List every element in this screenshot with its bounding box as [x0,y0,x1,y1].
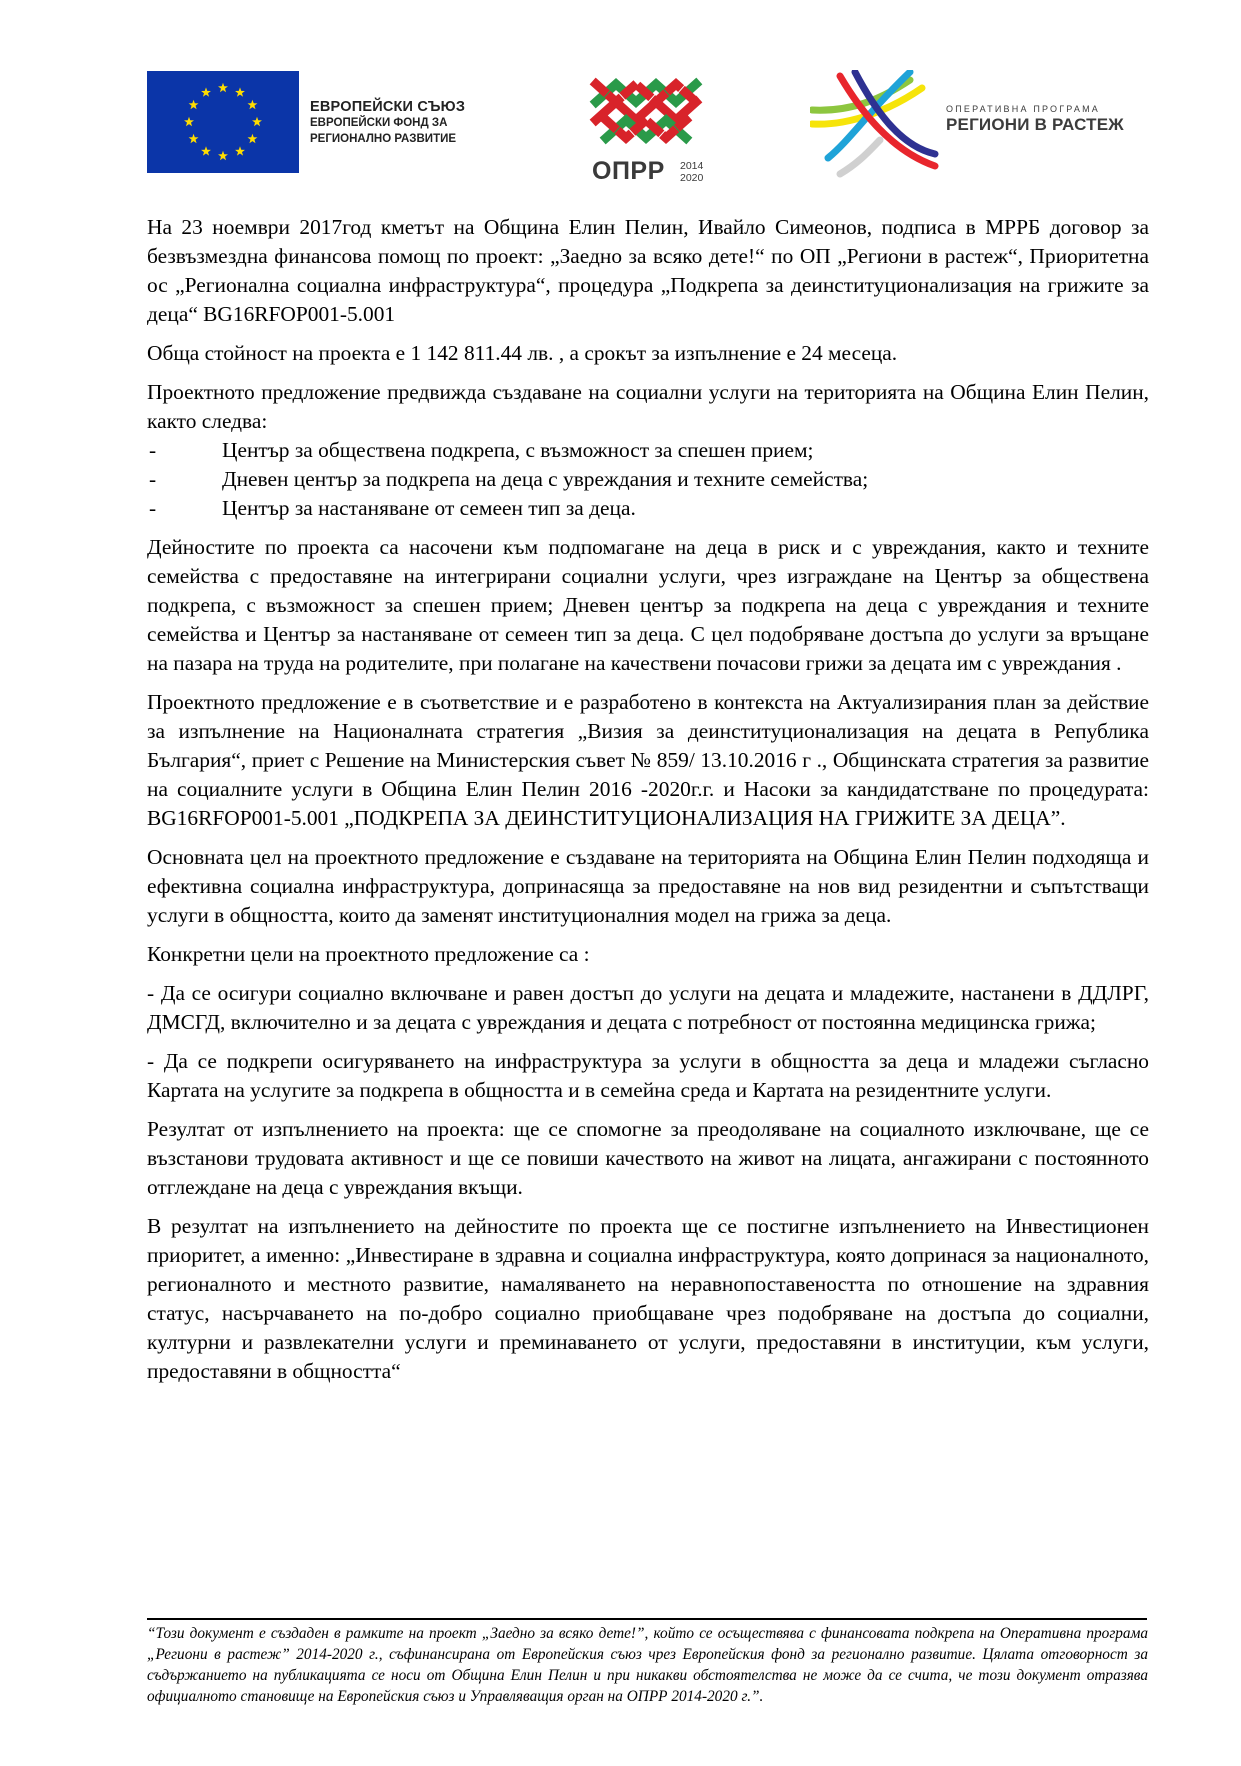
eu-star-icon [248,134,258,143]
list-dash: - [149,438,157,462]
paragraph-specific-goals-heading: Конкретни цели на проектното предложение са : [147,942,590,966]
eu-fund-line2: РЕГИОНАЛНО РАЗВИТИЕ [310,133,457,145]
list-item-text: Дневен център за подкрепа на деца с увреждания и техните семейства; [222,467,869,491]
eu-star-icon [235,146,245,155]
opprr-years [680,160,703,184]
eu-text [310,99,465,147]
paragraph-project-value: Обща стойност на проекта е 1 142 811.44 лв. , а срокът за изпълнение е 24 месеца. [147,341,898,365]
paragraph-goal-1: - Да се осигури социално включване и равен достъп до услуги на децата и младежите, настанени в ДДЛРГ, ДМСГД, включително и за децата с увреждания и децата с потребност от постоянна медицинска грижа; [147,981,1149,1034]
paragraph-goal-2: - Да се подкрепи осигуряването на инфраструктура за услуги в общността за деца и младежи съгласно Картата на услугите за подкрепа в общността и в семейна среда и Картата на резидентните услуги. [147,1049,1149,1102]
eu-star-icon [218,83,228,92]
paragraph-activities: Дейностите по проекта са насочени към подпомагане на деца в риск и с увреждания, както и техните семейства с предоставяне на интегрирани социални услуги, чрез изграждане на Център за обществена подкрепа, с възможност за спешен прием; Дневен център за подкрепа на деца с увреждания и техните семейства и Център за настаняване от семеен тип за деца. С цел подобряване достъпа до услуги за връщане на пазара на труда на родителите, при полагане на качествени почасови грижи за децата им с увреждания . [147,535,1149,675]
regions-emblem-icon [810,70,940,180]
services-list [147,436,1149,523]
regions-subtitle: ОПЕРАТИВНА ПРОГРАМА [946,104,1100,114]
eu-flag-icon [147,71,299,173]
opprr-name: ОПРР [592,157,665,185]
eu-star-icon [235,87,245,96]
regions-text [946,104,1124,135]
list-item [147,436,1149,465]
document-body [147,213,1149,1386]
eu-star-icon [189,134,199,143]
opprr-emblem-icon [588,62,708,154]
opprr-year-start: 2014 [680,160,704,172]
regions-title: РЕГИОНИ В РАСТЕЖ [946,115,1124,134]
list-item-text: Център за настаняване от семеен тип за деца. [222,496,636,520]
footer-disclaimer: “Този документ е създаден в рамките на проект „Заедно за всяко дете!”, който се осъществява с финансовата подкрепа на Оперативна програма „Региони в растеж” 2014-2020 г., съфинансирана от Европейския съюз чрез Европейския фонд за регионално развитие. Цялата отговорност за съдържанието на публикацията се носи от Община Елин Пелин и при никакви обстоятелства не може да се счита, че този документ отразява официалното становище на Европейския съюз и Управляващия орган на ОПРР 2014-2020 г.”. [147,1625,1148,1705]
opprr-caption [592,157,704,186]
opprr-year-end: 2020 [680,172,704,184]
eu-logo [147,71,467,173]
footer-divider [147,1618,1147,1620]
paragraph-strategy: Проектното предложение е в съответствие и е разработено в контекста на Актуализирания план за действие за изпълнение на Националната стратегия „Визия за деинституционализация на децата в Република България“, приет с Решение на Министерския съвет № 859/ 13.10.2016 г ., Общинската стратегия за развитие на социалните услуги в Община Елин Пелин 2016 -2020г.г. и Насоки за кандидатстване по процедурата: BG16RFOP001-5.001 „ПОДКРЕПА ЗА ДЕИНСТИТУЦИОНАЛИЗАЦИЯ НА ГРИЖИТЕ ЗА ДЕЦА”. [147,690,1149,830]
eu-fund-line1: ЕВРОПЕЙСКИ ФОНД ЗА [310,117,448,129]
paragraph-services-intro: Проектното предложение предвижда създаване на социални услуги на територията на Община Елин Пелин, както следва: [147,380,1149,433]
eu-title: ЕВРОПЕЙСКИ СЪЮЗ [310,99,466,115]
eu-star-icon [184,117,194,126]
list-item [147,465,1149,494]
eu-stars-icon [147,71,299,173]
paragraph-investment-priority: В резултат на изпълнението на дейностите по проекта ще се постигне изпълнението на Инвестиционен приоритет, а именно: „Инвестиране в здравна и социална инфраструктура, която допринася за националното, регионалното и местното развитие, намаляването на неравнопоставеността по отношение на здравния статус, насърчаването на по-добро социално приобщаване чрез подобряване на достъпа до социални, културни и развлекателни услуги и преминаването от услуги, предоставяни в институции, към услуги, предоставяни в общността“ [147,1214,1149,1383]
eu-star-icon [189,100,199,109]
eu-star-icon [201,146,211,155]
regions-logo [810,70,1140,180]
list-item-text: Център за обществена подкрепа, с възможност за спешен прием; [222,438,814,462]
list-item [147,494,1149,523]
list-dash: - [149,496,157,520]
paragraph-main-goal: Основната цел на проектното предложение е създаване на територията на Община Елин Пелин подходяща и ефективна социална инфраструктура, допринасяща за предоставяне на нов вид резидентни и съпътстващи услуги в общността, които да заменят институционалния модел на грижа за деца. [147,845,1149,927]
eu-star-icon [248,100,258,109]
eu-star-icon [218,151,228,160]
opprr-logo [588,62,708,190]
paragraph-result: Резултат от изпълнението на проекта: ще се спомогне за преодоляване на социалното изключване, ще се възстанови трудовата активност и ще се повиши качеството на живот на лицата, ангажирани с постоянното отглеждане на деца с увреждания вкъщи. [147,1117,1149,1199]
paragraph-intro: На 23 ноември 2017год кметът на Община Елин Пелин, Ивайло Симеонов, подписа в МРРБ договор за безвъзмездна финансова помощ по проект: „Заедно за всяко дете!“ по ОП „Региони в растеж“, Приоритетна ос „Регионална социална инфраструктура“, процедура „Подкрепа за деинституционализация на грижите за деца“ BG16RFOP001-5.001 [147,215,1149,326]
list-dash: - [149,467,157,491]
eu-star-icon [252,117,262,126]
eu-star-icon [201,87,211,96]
